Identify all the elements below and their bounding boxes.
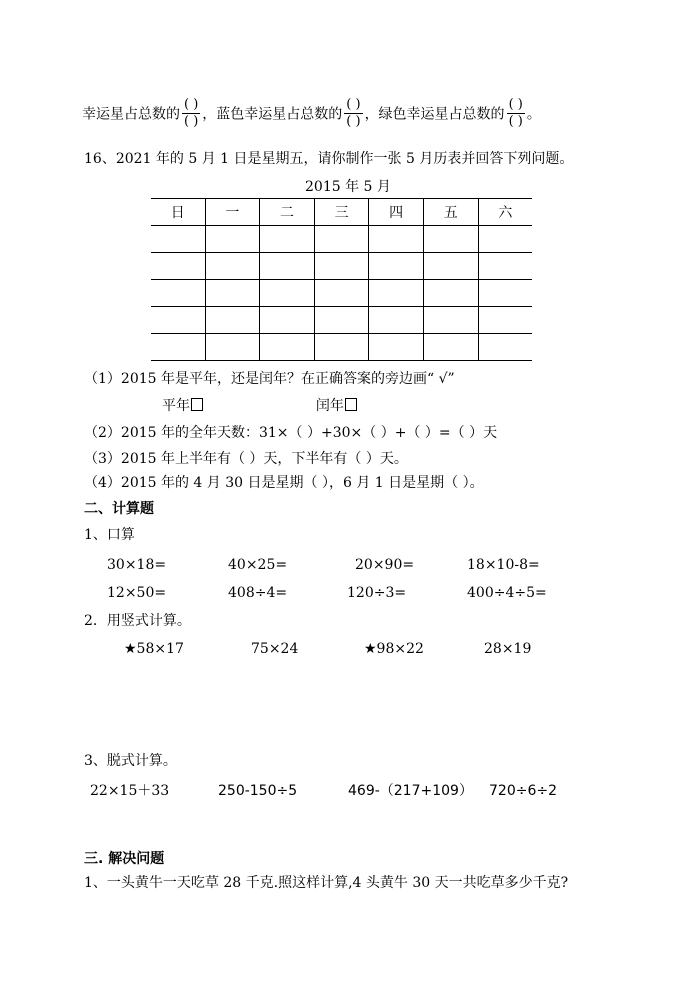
calendar-cell[interactable]: [151, 280, 205, 307]
calendar-cell[interactable]: [423, 253, 478, 280]
calendar-cell[interactable]: [423, 307, 478, 334]
oral-item: 18×10-8=: [467, 557, 540, 573]
weekday-tue: 二: [260, 199, 315, 226]
calendar-cell[interactable]: [423, 280, 478, 307]
calendar-cell[interactable]: [478, 307, 532, 334]
calendar-cell[interactable]: [151, 253, 205, 280]
calendar-cell[interactable]: [260, 334, 315, 361]
stepwise-item: 250-150÷5: [218, 783, 298, 799]
vertical-item: 75×24: [251, 641, 299, 657]
q16-options: [162, 397, 357, 415]
oral-item: 12×50=: [107, 585, 167, 601]
calendar-cell[interactable]: [151, 226, 205, 253]
q15-fraction-line: [82, 99, 541, 130]
calendar-caption: 2015 年 5 月: [305, 179, 391, 195]
calendar-cell[interactable]: [478, 334, 532, 361]
weekday-fri: 五: [423, 199, 478, 226]
section2-title: 二、计算题: [84, 501, 154, 517]
vertical-item: ★58×17: [124, 641, 184, 657]
calendar-week-row: [151, 280, 532, 307]
fraction-blank-1[interactable]: $\frac{( )}{( )}$: [184, 97, 199, 129]
weekday-wed: 三: [314, 199, 369, 226]
calendar-cell[interactable]: [260, 307, 315, 334]
calendar-cell[interactable]: [314, 280, 369, 307]
section3-q1: 1、一头黄牛一天吃草 28 千克.照这样计算,4 头黄牛 30 天一共吃草多少千克?: [84, 875, 569, 891]
q16-sub2: （2）2015 年的全年天数：31×（ ）+30×（ ）+（ ）=（ ）天: [84, 425, 498, 441]
calendar-cell[interactable]: [314, 226, 369, 253]
option-leap-year-label: 闰年: [315, 398, 344, 414]
calendar-cell[interactable]: [314, 334, 369, 361]
q16-sub1: （1）2015 年是平年，还是闰年？在正确答案的旁边画“ √”: [84, 371, 455, 387]
vertical-item: 28×19: [484, 641, 532, 657]
checkbox-common-year[interactable]: [191, 398, 203, 411]
calendar-cell[interactable]: [423, 334, 478, 361]
calendar-cell[interactable]: [478, 253, 532, 280]
q15-text-end: 。: [526, 106, 541, 123]
calendar-week-row: [151, 253, 532, 280]
calendar-cell[interactable]: [151, 307, 205, 334]
calendar-cell[interactable]: [314, 253, 369, 280]
calendar-cell[interactable]: [151, 334, 205, 361]
calendar-cell[interactable]: [478, 280, 532, 307]
calendar-week-row: [151, 226, 532, 253]
oral-item: 400÷4÷5=: [467, 585, 547, 601]
q15-text-part3: ，绿色幸运星占总数的: [364, 106, 505, 123]
oral-item: 20×90=: [355, 557, 415, 573]
calendar-week-row: [151, 334, 532, 361]
stepwise-item: 720÷6÷2: [489, 783, 557, 799]
q15-text-part1: 幸运星占总数的: [82, 106, 180, 123]
q16-sub3: （3）2015 年上半年有（ ）天，下半年有（ ）天。: [84, 451, 408, 467]
calendar-table: [151, 198, 532, 361]
calendar-week-row: [151, 307, 532, 334]
calendar-cell[interactable]: [205, 307, 260, 334]
weekday-thu: 四: [369, 199, 424, 226]
stepwise-item: 469-（217+109）: [348, 783, 473, 799]
calendar-cell[interactable]: [205, 334, 260, 361]
weekday-mon: 一: [205, 199, 260, 226]
q16-sub4: （4）2015 年的 4 月 30 日是星期（ ），6 月 1 日是星期（ ）。: [84, 475, 484, 491]
calendar-cell[interactable]: [369, 334, 424, 361]
fraction-blank-2[interactable]: $\frac{( )}{( )}$: [346, 97, 361, 129]
calendar-cell[interactable]: [369, 253, 424, 280]
calendar-cell[interactable]: [369, 307, 424, 334]
calendar-cell[interactable]: [260, 280, 315, 307]
q16-prompt: 16、2021 年的 5 月 1 日是星期五，请你制作一张 5 月历表并回答下列问题。: [84, 151, 574, 167]
q15-text-part2: ，蓝色幸运星占总数的: [202, 106, 343, 123]
calendar-cell[interactable]: [205, 280, 260, 307]
calendar-cell[interactable]: [314, 307, 369, 334]
calendar-cell[interactable]: [205, 253, 260, 280]
calendar-cell[interactable]: [423, 226, 478, 253]
calendar-cell[interactable]: [478, 226, 532, 253]
checkbox-leap-year[interactable]: [345, 398, 357, 411]
calendar-cell[interactable]: [260, 226, 315, 253]
calendar-cell[interactable]: [369, 226, 424, 253]
vertical-calc-title: 2．用竖式计算。: [84, 613, 191, 629]
weekday-sat: 六: [478, 199, 532, 226]
stepwise-item: 22×15＋33: [90, 783, 170, 799]
oral-item: 30×18=: [107, 557, 167, 573]
oral-item: 120÷3=: [347, 585, 407, 601]
oral-calc-title: 1、口算: [84, 527, 135, 543]
calendar-header-row: [151, 199, 532, 226]
calendar-cell[interactable]: [205, 226, 260, 253]
fraction-blank-3[interactable]: $\frac{( )}{( )}$: [508, 97, 523, 129]
vertical-item: ★98×22: [364, 641, 424, 657]
oral-item: 408÷4=: [228, 585, 288, 601]
option-common-year-label: 平年: [162, 398, 190, 414]
calendar-cell[interactable]: [260, 253, 315, 280]
stepwise-calc-title: 3、脱式计算。: [84, 753, 177, 769]
weekday-sun: 日: [151, 199, 205, 226]
section3-title: 三. 解决问题: [84, 851, 165, 867]
calendar-cell[interactable]: [369, 280, 424, 307]
oral-item: 40×25=: [228, 557, 288, 573]
